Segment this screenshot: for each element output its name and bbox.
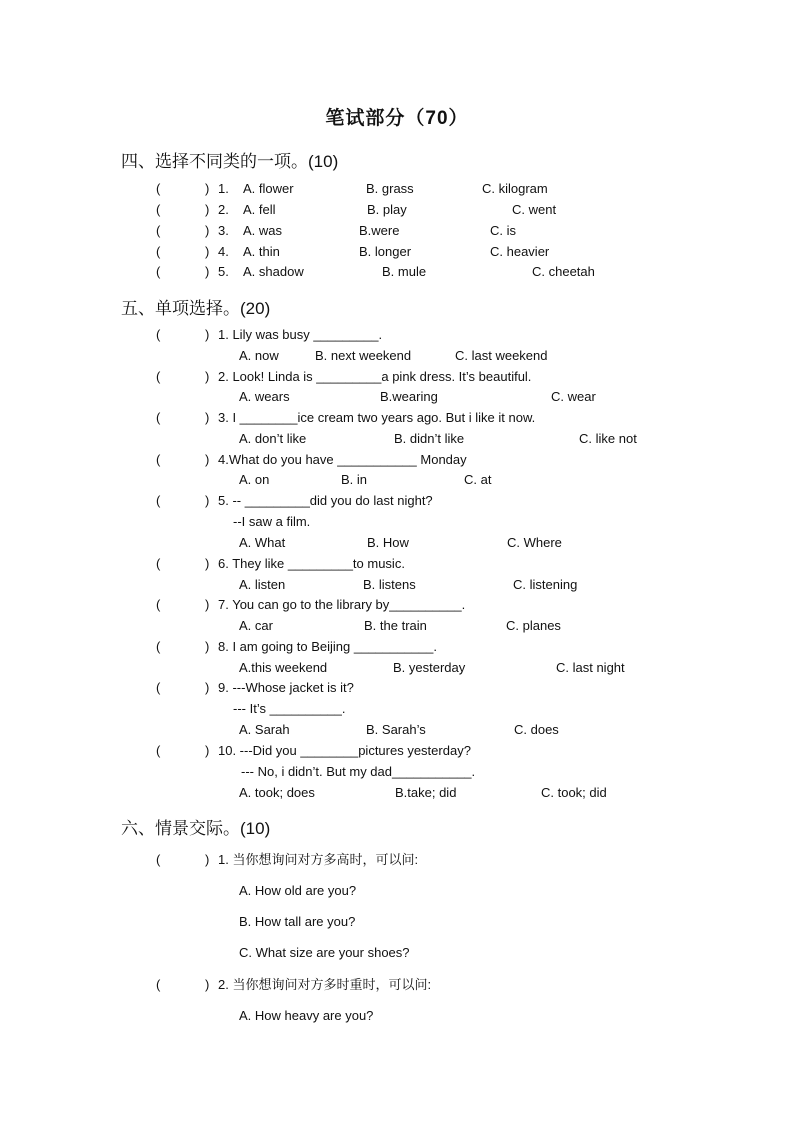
answer-blank-close: ) [205, 264, 210, 279]
s5-question-3 [0, 408, 794, 428]
s5-options-8 [0, 658, 794, 678]
question-number: 2. [218, 202, 229, 217]
option-c: C. went [512, 202, 557, 217]
section-4-heading: 四、选择不同类的一项。(10) [121, 152, 339, 171]
option-c: C. took; did [541, 785, 607, 800]
option-c: C. wear [551, 389, 596, 404]
question-text: 8. I am going to Beijing ___________. [218, 639, 438, 654]
question-text: 6. They like _________to music. [218, 556, 405, 571]
question-text: 2. Look! Linda is _________a pink dress. It’s beautiful. [218, 369, 532, 384]
option-c: C. planes [506, 618, 561, 633]
s5-options-2 [0, 387, 794, 407]
option-c: C. does [514, 722, 559, 737]
option-a: A. wears [239, 389, 290, 404]
option-b: B. didn’t like [394, 431, 465, 446]
s6-option-2a [0, 1006, 794, 1026]
dialogue-reply: --- No, i didn’t. But my dad___________. [241, 764, 476, 779]
question-text: 5. -- _________did you do last night? [218, 493, 433, 508]
option-b: B.take; did [395, 785, 457, 800]
s5-question-10-reply [0, 762, 794, 782]
option-c: C. last night [556, 660, 625, 675]
option-c: C. like not [579, 431, 637, 446]
question-text: 7. You can go to the library by__________. [218, 597, 466, 612]
option-b: B. listens [363, 577, 416, 592]
option-c: C. kilogram [482, 181, 548, 196]
s4-question-4 [0, 242, 794, 262]
s5-question-5 [0, 491, 794, 511]
s5-question-6 [0, 554, 794, 574]
option-b: B.were [359, 223, 400, 238]
dialogue-reply: --- It’s __________. [233, 701, 346, 716]
question-number: 1. [218, 181, 229, 196]
answer-blank-open: ( [156, 369, 161, 384]
option-b: B. yesterday [393, 660, 466, 675]
option-a: A. thin [243, 244, 280, 259]
option-a: A. How heavy are you? [239, 1008, 374, 1023]
answer-blank-close: ) [205, 181, 210, 196]
question-text: 3. I ________ice cream two years ago. But i like it now. [218, 410, 536, 425]
answer-blank-open: ( [156, 264, 161, 279]
option-c: C. last weekend [455, 348, 548, 363]
answer-blank-close: ) [205, 410, 210, 425]
s5-question-9-reply [0, 699, 794, 719]
option-a: A. flower [243, 181, 294, 196]
option-a: A. fell [243, 202, 276, 217]
answer-blank-close: ) [205, 493, 210, 508]
answer-blank-close: ) [205, 977, 210, 992]
s6-option-1b [0, 912, 794, 932]
s5-question-7 [0, 595, 794, 615]
s4-question-2 [0, 200, 794, 220]
answer-blank-close: ) [205, 680, 210, 695]
answer-blank-open: ( [156, 556, 161, 571]
s5-question-10 [0, 741, 794, 761]
option-c: C. at [464, 472, 492, 487]
s6-question-1 [0, 850, 794, 870]
question-number: 5. [218, 264, 229, 279]
option-a: A. now [239, 348, 279, 363]
s5-options-5 [0, 533, 794, 553]
question-number: 3. [218, 223, 229, 238]
option-b: B. How tall are you? [239, 914, 356, 929]
s5-question-4 [0, 450, 794, 470]
answer-blank-close: ) [205, 597, 210, 612]
option-c: C. Where [507, 535, 562, 550]
answer-blank-open: ( [156, 977, 161, 992]
s6-question-2 [0, 975, 794, 995]
option-a: A. listen [239, 577, 286, 592]
answer-blank-close: ) [205, 639, 210, 654]
option-a: A. Sarah [239, 722, 290, 737]
s5-options-1 [0, 346, 794, 366]
answer-blank-open: ( [156, 743, 161, 758]
option-c: C. is [490, 223, 516, 238]
option-a: A. was [243, 223, 283, 238]
option-c: C. What size are your shoes? [239, 945, 410, 960]
answer-blank-open: ( [156, 244, 161, 259]
answer-blank-open: ( [156, 639, 161, 654]
answer-blank-open: ( [156, 327, 161, 342]
s5-options-9 [0, 720, 794, 740]
option-a: A. How old are you? [239, 883, 357, 898]
option-b: B. mule [382, 264, 427, 279]
option-b: B. longer [359, 244, 412, 259]
option-b: B. grass [366, 181, 414, 196]
section-6-heading: 六、情景交际。(10) [121, 819, 271, 838]
s5-options-3 [0, 429, 794, 449]
answer-blank-open: ( [156, 202, 161, 217]
answer-blank-close: ) [205, 327, 210, 342]
s5-question-5-reply [0, 512, 794, 532]
option-a: A. shadow [243, 264, 304, 279]
option-a: A. don’t like [239, 431, 307, 446]
option-a: A. on [239, 472, 270, 487]
option-b: B. next weekend [315, 348, 412, 363]
option-a: A.this weekend [239, 660, 328, 675]
answer-blank-close: ) [205, 369, 210, 384]
option-a: A. took; does [239, 785, 315, 800]
option-c: C. listening [513, 577, 578, 592]
s5-options-7 [0, 616, 794, 636]
option-b: B. play [367, 202, 407, 217]
s5-options-6 [0, 575, 794, 595]
answer-blank-open: ( [156, 852, 161, 867]
s6-option-1a [0, 881, 794, 901]
answer-blank-close: ) [205, 743, 210, 758]
question-text: 2. 当你想询问对方多时重时，可以问: [218, 977, 432, 992]
answer-blank-close: ) [205, 852, 210, 867]
s5-question-9 [0, 678, 794, 698]
option-b: B.wearing [380, 389, 438, 404]
question-text: 10. ---Did you ________pictures yesterday? [218, 743, 471, 758]
answer-blank-close: ) [205, 452, 210, 467]
s5-options-10 [0, 783, 794, 803]
answer-blank-open: ( [156, 597, 161, 612]
page-title: 笔试部分（70） [325, 108, 469, 129]
s6-option-1c [0, 943, 794, 963]
option-b: B. How [367, 535, 409, 550]
s4-question-5 [0, 262, 794, 282]
question-text: 1. Lily was busy _________. [218, 327, 383, 342]
s4-question-1 [0, 179, 794, 199]
question-text: 9. ---Whose jacket is it? [218, 680, 354, 695]
s5-question-1 [0, 325, 794, 345]
option-b: B. Sarah’s [366, 722, 426, 737]
answer-blank-open: ( [156, 410, 161, 425]
s5-question-8 [0, 637, 794, 657]
option-b: B. in [341, 472, 368, 487]
question-text: 1. 当你想询问对方多高时，可以问: [218, 852, 419, 867]
answer-blank-close: ) [205, 556, 210, 571]
option-b: B. the train [364, 618, 427, 633]
answer-blank-open: ( [156, 223, 161, 238]
option-a: A. What [239, 535, 286, 550]
answer-blank-open: ( [156, 181, 161, 196]
dialogue-reply: --I saw a film. [233, 514, 311, 529]
answer-blank-open: ( [156, 452, 161, 467]
question-number: 4. [218, 244, 229, 259]
answer-blank-close: ) [205, 223, 210, 238]
option-c: C. heavier [490, 244, 550, 259]
s4-question-3 [0, 221, 794, 241]
question-text: 4.What do you have ___________ Monday [218, 452, 467, 467]
option-a: A. car [239, 618, 273, 633]
section-5-heading: 五、单项选择。(20) [121, 299, 271, 318]
answer-blank-open: ( [156, 680, 161, 695]
answer-blank-close: ) [205, 202, 210, 217]
s5-options-4 [0, 470, 794, 490]
s5-question-2 [0, 367, 794, 387]
answer-blank-open: ( [156, 493, 161, 508]
option-c: C. cheetah [532, 264, 595, 279]
answer-blank-close: ) [205, 244, 210, 259]
